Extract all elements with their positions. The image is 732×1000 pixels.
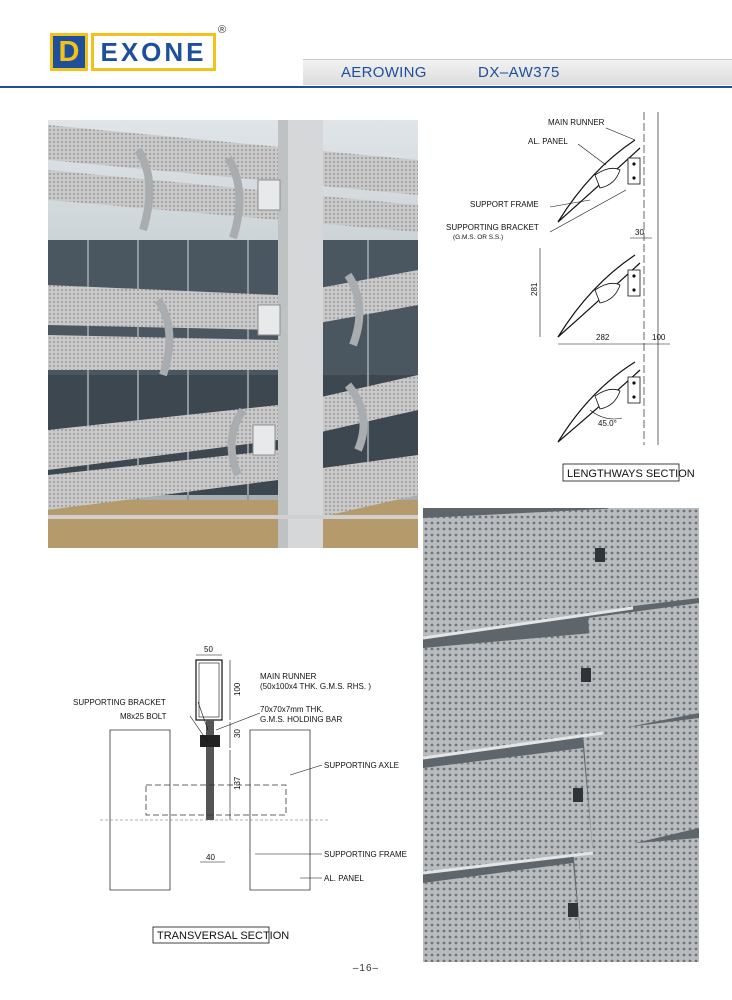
label-bracket-material: (G.M.S. OR S.S.) xyxy=(453,234,504,241)
label-supporting-bracket: SUPPORTING BRACKET xyxy=(446,223,539,232)
dim-height: 281 xyxy=(530,282,539,296)
logo-text-box xyxy=(91,33,216,71)
label-holding-bar: 70x70x7mm THK. xyxy=(260,705,324,714)
product-code: DX–AW375 xyxy=(478,64,560,81)
lengthways-section-drawing xyxy=(430,100,730,495)
dim-bar: 30 xyxy=(233,729,242,738)
label-supporting-bracket-t: SUPPORTING BRACKET xyxy=(73,698,166,707)
label-al-panel: AL. PANEL xyxy=(528,137,568,146)
panel-closeup-photo xyxy=(423,508,699,962)
dim-offset: 100 xyxy=(652,333,666,342)
dim-depth: 282 xyxy=(596,333,610,342)
label-supporting-frame: SUPPORTING FRAME xyxy=(324,850,407,859)
page-number: –16– xyxy=(352,963,380,974)
label-main-runner: MAIN RUNNER xyxy=(548,118,605,127)
title-bar xyxy=(303,59,732,85)
dim-angle: 45.0° xyxy=(598,419,617,428)
header-rule xyxy=(0,86,732,88)
product-family: AEROWING xyxy=(341,64,427,81)
label-holding-bar-spec: G.M.S. HOLDING BAR xyxy=(260,715,343,724)
dim-axle: 137 xyxy=(233,776,242,790)
facade-photo xyxy=(48,120,418,548)
logo-initial-box xyxy=(50,33,88,71)
dexone-logo xyxy=(50,33,216,71)
dim-gap: 30 xyxy=(635,228,644,237)
dim-runner-height: 100 xyxy=(233,682,242,696)
label-main-runner-spec: (50x100x4 THK. G.M.S. RHS. ) xyxy=(260,682,371,691)
label-supporting-axle: SUPPORTING AXLE xyxy=(324,761,399,770)
transversal-section-title: TRANSVERSAL SECTION xyxy=(157,930,290,942)
transversal-section-drawing xyxy=(60,630,420,950)
logo-initial: D xyxy=(58,36,80,68)
label-main-runner-t: MAIN RUNNER xyxy=(260,672,317,681)
label-support-frame: SUPPORT FRAME xyxy=(470,200,539,209)
label-bolt: M8x25 BOLT xyxy=(120,712,167,721)
registered-mark: ® xyxy=(218,24,227,36)
dim-frame: 40 xyxy=(206,853,215,862)
label-al-panel-t: AL. PANEL xyxy=(324,874,364,883)
lengthways-section-title: LENGTHWAYS SECTION xyxy=(567,468,695,480)
dim-width: 50 xyxy=(204,645,213,654)
logo-text: EXONE xyxy=(100,37,207,67)
